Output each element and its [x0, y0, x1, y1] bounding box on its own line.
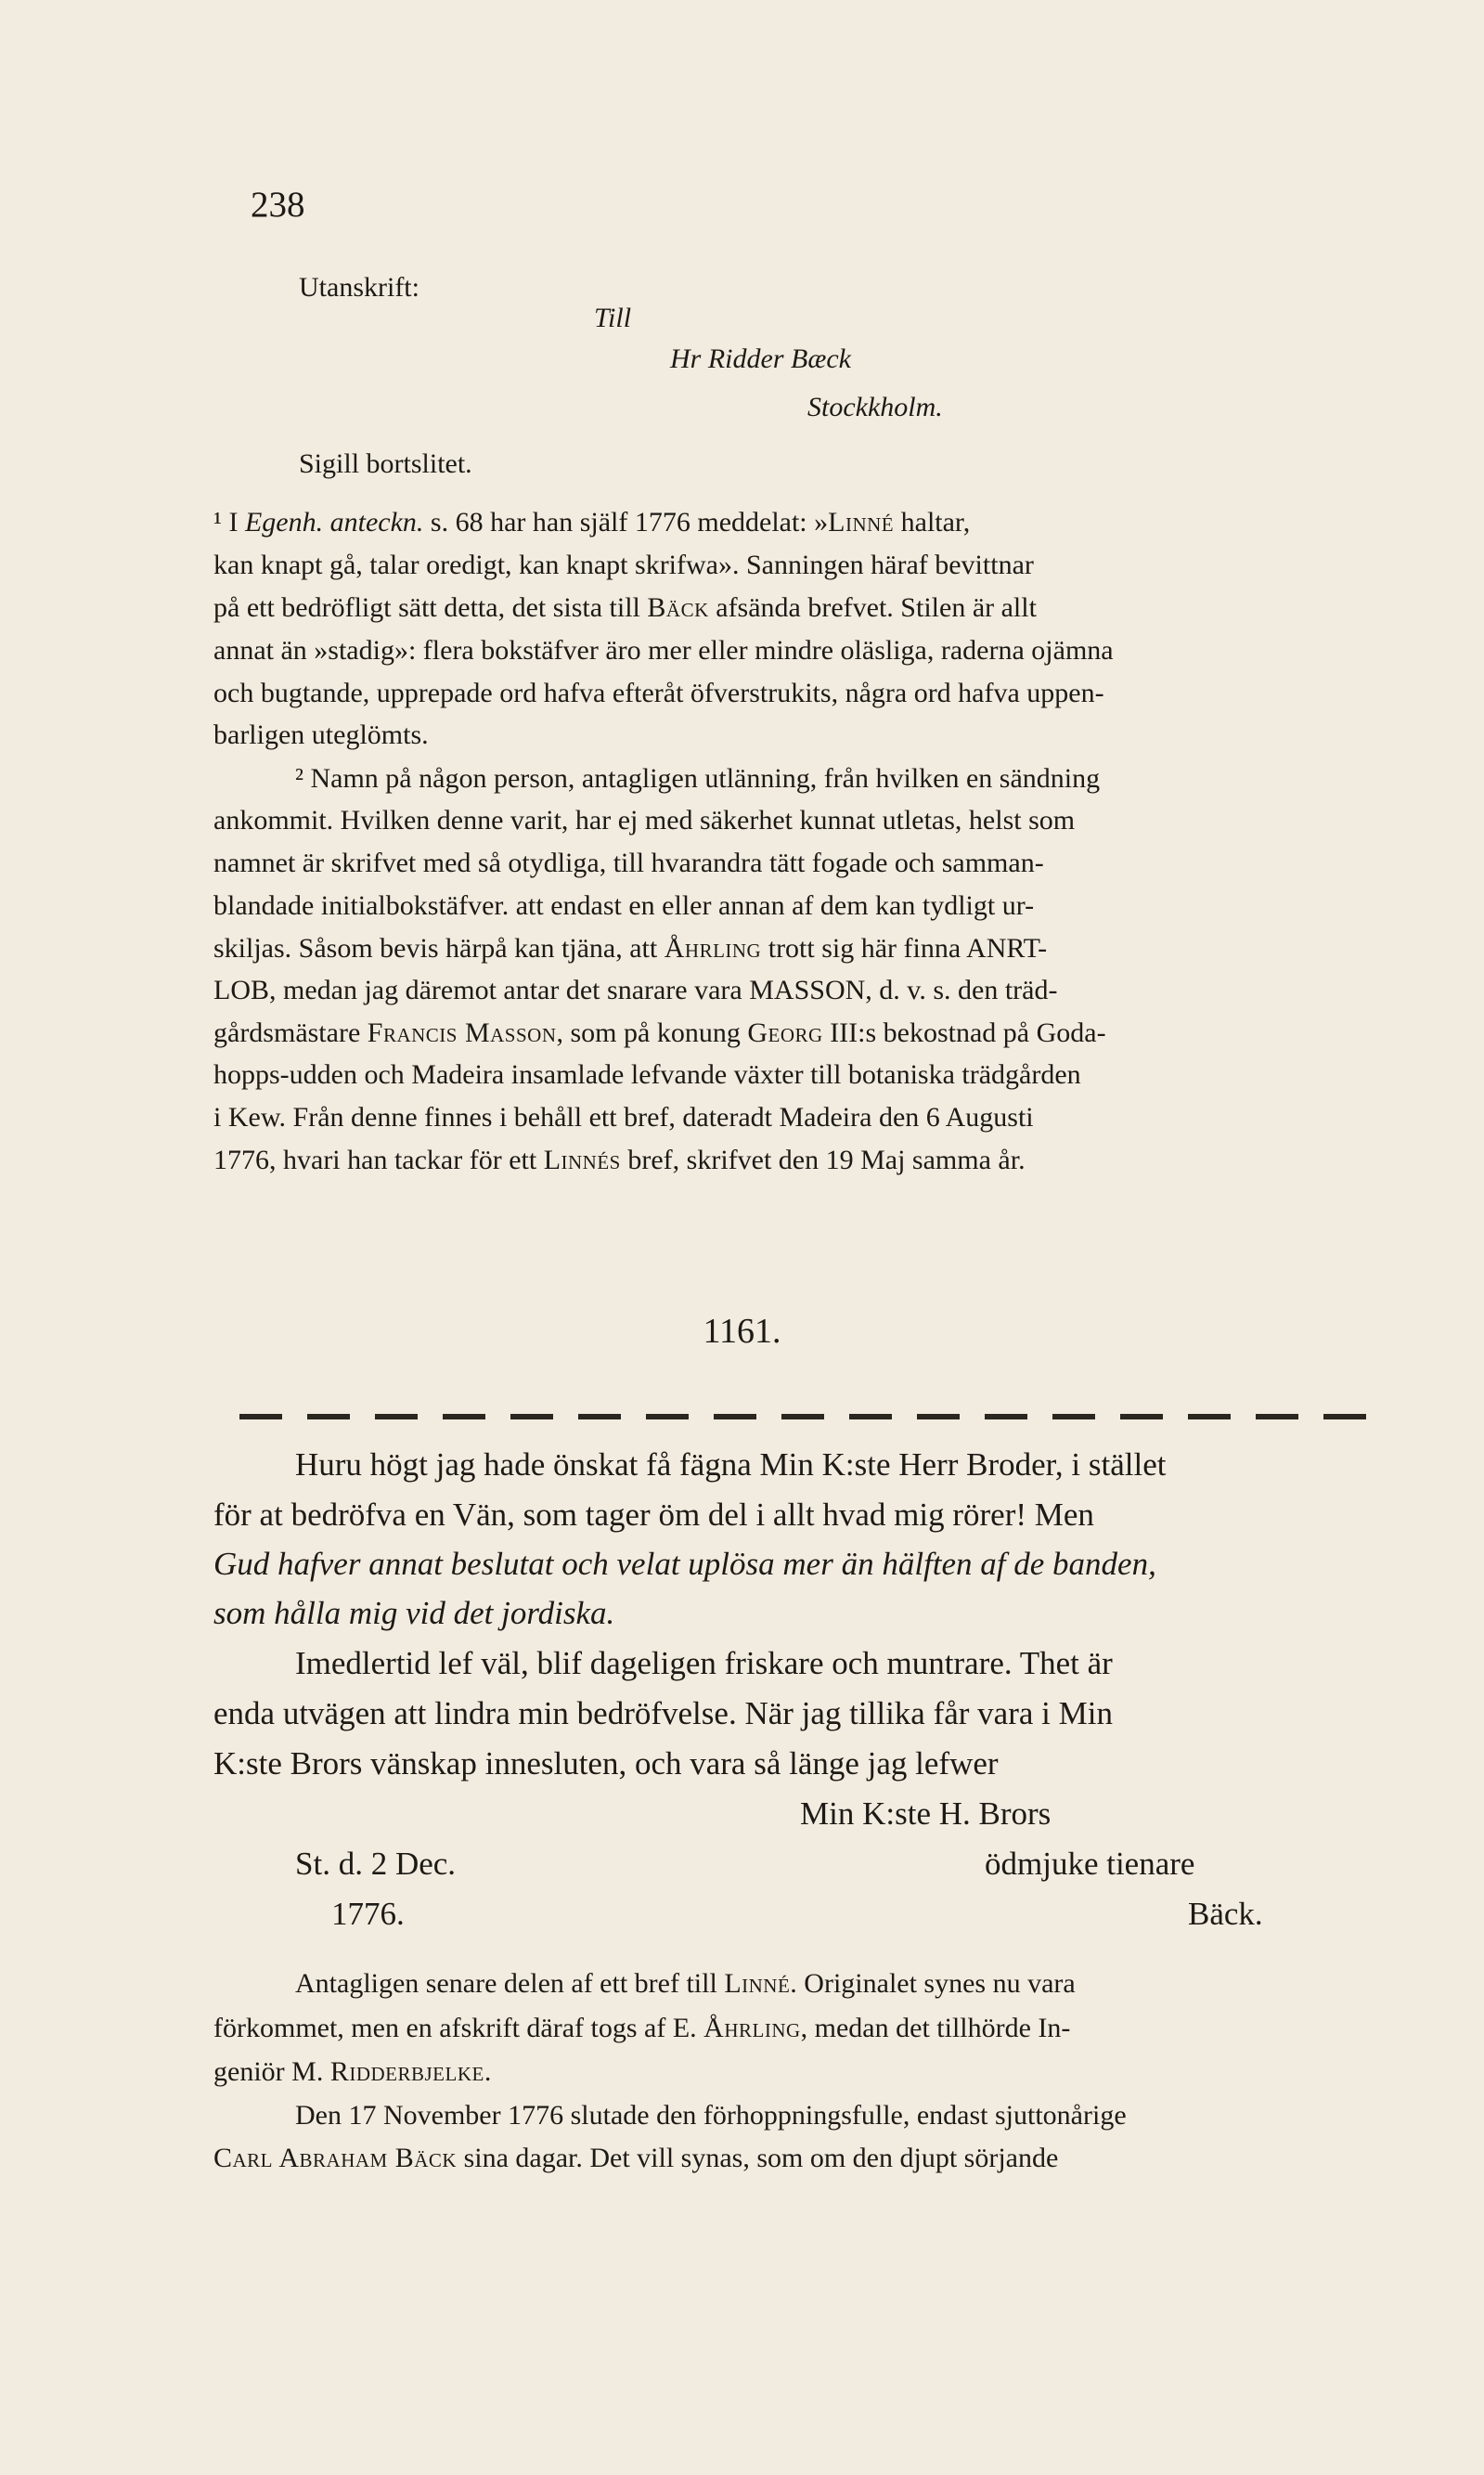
seal-note: Sigill bortslitet.	[299, 448, 472, 479]
address-line-1: Till	[594, 303, 632, 333]
letter-number: 1161.	[703, 1312, 781, 1351]
letter-line: enda utvägen att lindra min bedröfvelse. När jag tillika får vara i Min	[213, 1695, 1113, 1731]
address-line-2: Hr Ridder Bæck	[670, 343, 851, 374]
closing-salutation: Min K:ste H. Brors	[800, 1795, 1052, 1832]
commentary-line: Carl Abraham Bäck sina dagar. Det vill synas, som om den djupt sörjande	[213, 2143, 1059, 2173]
footnote-line: gårdsmästare Francis Masson, som på konung Georg III:s bekostnad på Goda-	[213, 1017, 1106, 1048]
letter-line: Imedlertid lef väl, blif dageligen friskare och muntrare. Thet är	[295, 1645, 1113, 1681]
letter-line-italic: Gud hafver annat beslutat och velat uplösa mer än hälften af de banden,	[213, 1546, 1156, 1582]
closing-humble: ödmjuke tienare	[985, 1846, 1195, 1882]
address-heading: Utanskrift:	[299, 272, 419, 303]
signature: Bäck.	[1188, 1896, 1263, 1932]
footnote-line: ankommit. Hvilken denne varit, har ej med säkerhet kunnat utletas, helst som	[213, 805, 1076, 836]
commentary-line: Antagligen senare delen af ett bref till Linné. Originalet synes nu vara	[295, 1968, 1076, 1999]
footnote-line: kan knapt gå, talar oredigt, kan knapt skrifwa». Sanningen häraf bevittnar	[213, 550, 1034, 580]
letter-line-italic: som hålla mig vid det jordiska.	[213, 1595, 615, 1631]
footnote-line: hopps-udden och Madeira insamlade lefvande växter till botaniska trädgården	[213, 1059, 1081, 1090]
footnote-line: skiljas. Såsom bevis härpå kan tjäna, att Åhrling trott sig här finna ANRT-	[213, 933, 1048, 964]
footnote-line: LOB, medan jag däremot antar det snarare vara MASSON, d. v. s. den träd-	[213, 975, 1058, 1005]
dashed-rule	[239, 1414, 1370, 1419]
footnote-1-line-1: ¹ I Egenh. anteckn. s. 68 har han själf 1776 meddelat: »Linné haltar,	[213, 507, 971, 538]
commentary-line: förkommet, men en afskrift däraf togs af E. Åhrling, medan det tillhörde In-	[213, 2013, 1071, 2043]
page-number: 238	[251, 185, 305, 225]
footnote-line: och bugtande, upprepade ord hafva efteråt öfverstrukits, några ord hafva uppen-	[213, 678, 1104, 708]
closing-place-date: St. d. 2 Dec.	[295, 1846, 457, 1882]
footnote-line: annat än »stadig»: flera bokstäfver äro mer eller mindre oläsliga, raderna ojämna	[213, 635, 1114, 666]
address-line-3: Stockkholm.	[807, 392, 943, 422]
footnote-line: på ett bedröfligt sätt detta, det sista till Bäck afsända brefvet. Stilen är allt	[213, 592, 1037, 623]
footnote-line: 1776, hvari han tackar för ett Linnés bref, skrifvet den 19 Maj samma år.	[213, 1145, 1026, 1175]
footnote-line: blandade initialbokstäfver. att endast en eller annan af dem kan tydligt ur-	[213, 890, 1035, 921]
footnote-2-line-1: ² Namn på någon person, antagligen utlänning, från hvilken en sändning	[295, 763, 1101, 794]
footnote-line: i Kew. Från denne finnes i behåll ett bref, dateradt Madeira den 6 Augusti	[213, 1102, 1034, 1133]
closing-year: 1776.	[331, 1896, 405, 1932]
footnote-line: namnet är skrifvet med så otydliga, till hvarandra tätt fogade och samman-	[213, 848, 1044, 878]
footnote-line: barligen uteglömts.	[213, 719, 429, 750]
commentary-line: Den 17 November 1776 slutade den förhoppningsfulle, endast sjuttonårige	[295, 2100, 1127, 2131]
commentary-line: geniör M. Ridderbjelke.	[213, 2056, 492, 2087]
letter-line: K:ste Brors vänskap innesluten, och vara så länge jag lefwer	[213, 1745, 999, 1782]
letter-line: för at bedröfva en Vän, som tager öm del i allt hvad mig rörer! Men	[213, 1497, 1094, 1533]
letter-line: Huru högt jag hade önskat få fägna Min K:ste Herr Broder, i stället	[295, 1446, 1167, 1483]
